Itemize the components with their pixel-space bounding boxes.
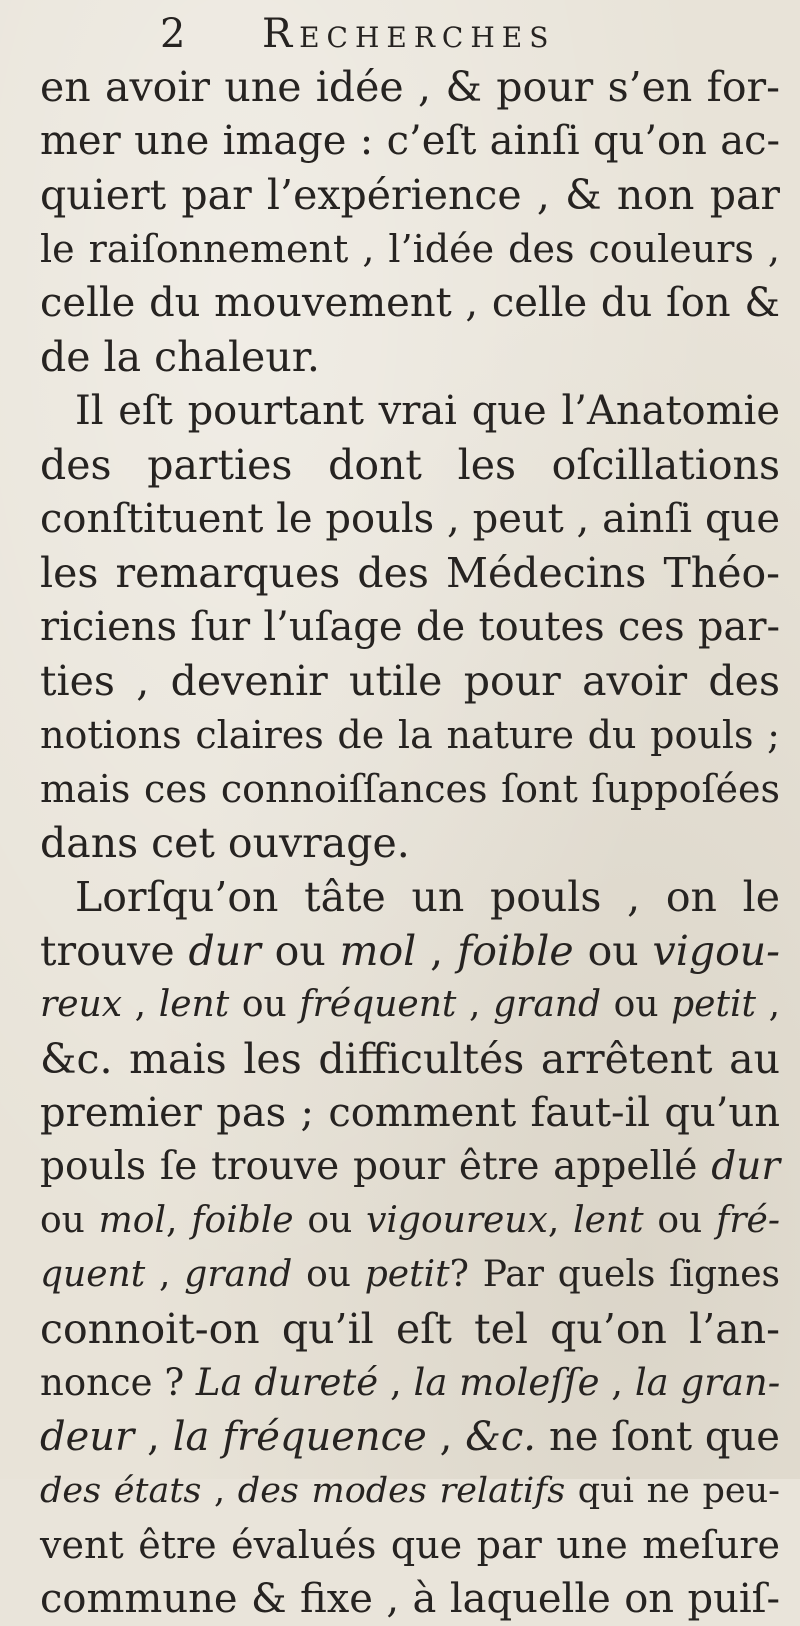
italic-text: dur [711, 1144, 780, 1189]
roman-text: , [165, 1200, 192, 1241]
text-line [40, 438, 780, 492]
roman-text: , [416, 927, 458, 975]
italic-text: vigou- [652, 927, 781, 975]
italic-text: vigoureux [366, 1200, 548, 1241]
roman-text: conſtituent le pouls , peut , ainſi que [40, 496, 780, 542]
italic-text: la moleſſe [413, 1361, 600, 1404]
text-line [40, 60, 780, 114]
roman-text: les remarques des Médecins Théo- [40, 549, 780, 597]
roman-text: notions claires de la nature du pouls ; [40, 713, 780, 757]
text-line [40, 1248, 780, 1302]
roman-text: ne ſont que [536, 1414, 780, 1460]
roman-text: , [378, 1361, 414, 1404]
roman-text: quiert par l’expérience , & non par [40, 171, 780, 219]
text-line [40, 492, 780, 546]
roman-text: , [456, 984, 494, 1025]
roman-text: ou [229, 984, 300, 1025]
italic-text: dur [188, 927, 261, 975]
italic-text: foible [457, 927, 574, 975]
roman-text: celle du mouvement , celle du ſon & [40, 280, 780, 326]
italic-text: reux [40, 984, 123, 1025]
roman-text: , [599, 1361, 635, 1404]
roman-text: , [145, 1254, 185, 1295]
roman-text: , [755, 984, 781, 1025]
text-line [40, 384, 780, 438]
text-line [40, 1194, 780, 1248]
text-line [40, 330, 780, 384]
text-line [40, 1410, 780, 1464]
italic-text: fréquent [299, 984, 457, 1025]
text-line [40, 870, 780, 924]
roman-text: Il eſt pourtant vrai que l’Anatomie [75, 388, 780, 434]
roman-text: ou [643, 1200, 717, 1241]
roman-text: trouve [40, 927, 189, 975]
roman-text: , [122, 984, 159, 1025]
roman-text: nonce ? [40, 1361, 196, 1404]
roman-text: pouls ſe trouve pour être appellé [40, 1144, 712, 1189]
roman-text: mer une image : c’eſt ainſi qu’on ac- [40, 118, 780, 164]
text-line [40, 1572, 780, 1626]
roman-text: ou [293, 1200, 367, 1241]
italic-text: &c. [465, 1414, 537, 1460]
roman-text: le raiſonnement , l’idée des couleurs , [40, 227, 780, 271]
roman-text: , [134, 1414, 173, 1460]
text-line [40, 168, 780, 222]
roman-text: , [426, 1414, 466, 1460]
body-text [40, 60, 780, 1626]
roman-text: ou [601, 984, 672, 1025]
roman-text: &c. mais les difficultés arrêtent au [40, 1035, 780, 1083]
roman-text: ? Par quels ſignes [449, 1254, 780, 1295]
roman-text: ou [40, 1200, 99, 1241]
text-line [40, 114, 780, 168]
text-line [40, 924, 780, 978]
italic-text: deur [40, 1414, 135, 1460]
roman-text: ou [260, 927, 340, 975]
roman-text: qui ne peu- [565, 1471, 780, 1511]
text-line [40, 762, 780, 816]
italic-text: La dureté [195, 1361, 379, 1404]
text-line [40, 1518, 780, 1572]
roman-text: mais ces connoiſſances ſont ſuppoſées [40, 767, 780, 811]
italic-text: mol [98, 1200, 166, 1241]
roman-text: connoit-on qu’il eſt tel qu’on l’an- [40, 1305, 780, 1353]
italic-text: lent [573, 1200, 644, 1241]
roman-text: des parties dont les oſcillations [40, 441, 780, 489]
italic-text: foible [191, 1200, 294, 1241]
italic-text: la gran- [634, 1361, 781, 1404]
roman-text: vent être évalués que par une meſure [40, 1523, 780, 1567]
text-line [40, 654, 780, 708]
text-line [40, 546, 780, 600]
italic-text: mol [339, 927, 417, 975]
italic-text: la fréquence [172, 1414, 427, 1460]
text-line [40, 816, 780, 870]
roman-text: ou [573, 927, 653, 975]
page-number: 2 [160, 11, 186, 57]
text-line [40, 708, 780, 762]
running-head: Recherches [262, 11, 556, 57]
text-line [40, 222, 780, 276]
roman-text: Lorſqu’on tâte un pouls , on le [75, 873, 780, 921]
text-line [40, 978, 780, 1032]
text-line [40, 1032, 780, 1086]
italic-text: lent [158, 984, 230, 1025]
roman-text: riciens ſur l’uſage de toutes ces par- [40, 604, 780, 650]
italic-text: des modes relatifs [237, 1471, 566, 1511]
roman-text: commune & fixe , à laquelle on puiſ- [40, 1576, 780, 1622]
text-line [40, 1356, 780, 1410]
roman-text: ou [292, 1254, 365, 1295]
roman-text: en avoir une idée , & pour s’en for- [40, 63, 780, 111]
text-line [40, 1464, 780, 1518]
text-line [40, 600, 780, 654]
text-line [40, 1086, 780, 1140]
italic-text: grand [184, 1254, 293, 1295]
italic-text: des états [40, 1471, 202, 1511]
roman-text: de la chaleur. [40, 333, 320, 381]
roman-text: premier pas ; comment faut-il qu’un [40, 1090, 780, 1136]
italic-text: petit [671, 984, 756, 1025]
italic-text: quent [40, 1254, 146, 1295]
text-line [40, 276, 780, 330]
text-line [40, 1302, 780, 1356]
roman-text: dans cet ouvrage. [40, 819, 410, 867]
italic-text: grand [493, 984, 602, 1025]
text-line [40, 1140, 780, 1194]
roman-text: ties , devenir utile pour avoir des [40, 657, 780, 705]
roman-text: , [201, 1471, 238, 1511]
italic-text: fré- [716, 1200, 781, 1241]
roman-text: , [547, 1200, 574, 1241]
italic-text: petit [364, 1254, 450, 1295]
page-header [160, 6, 780, 62]
